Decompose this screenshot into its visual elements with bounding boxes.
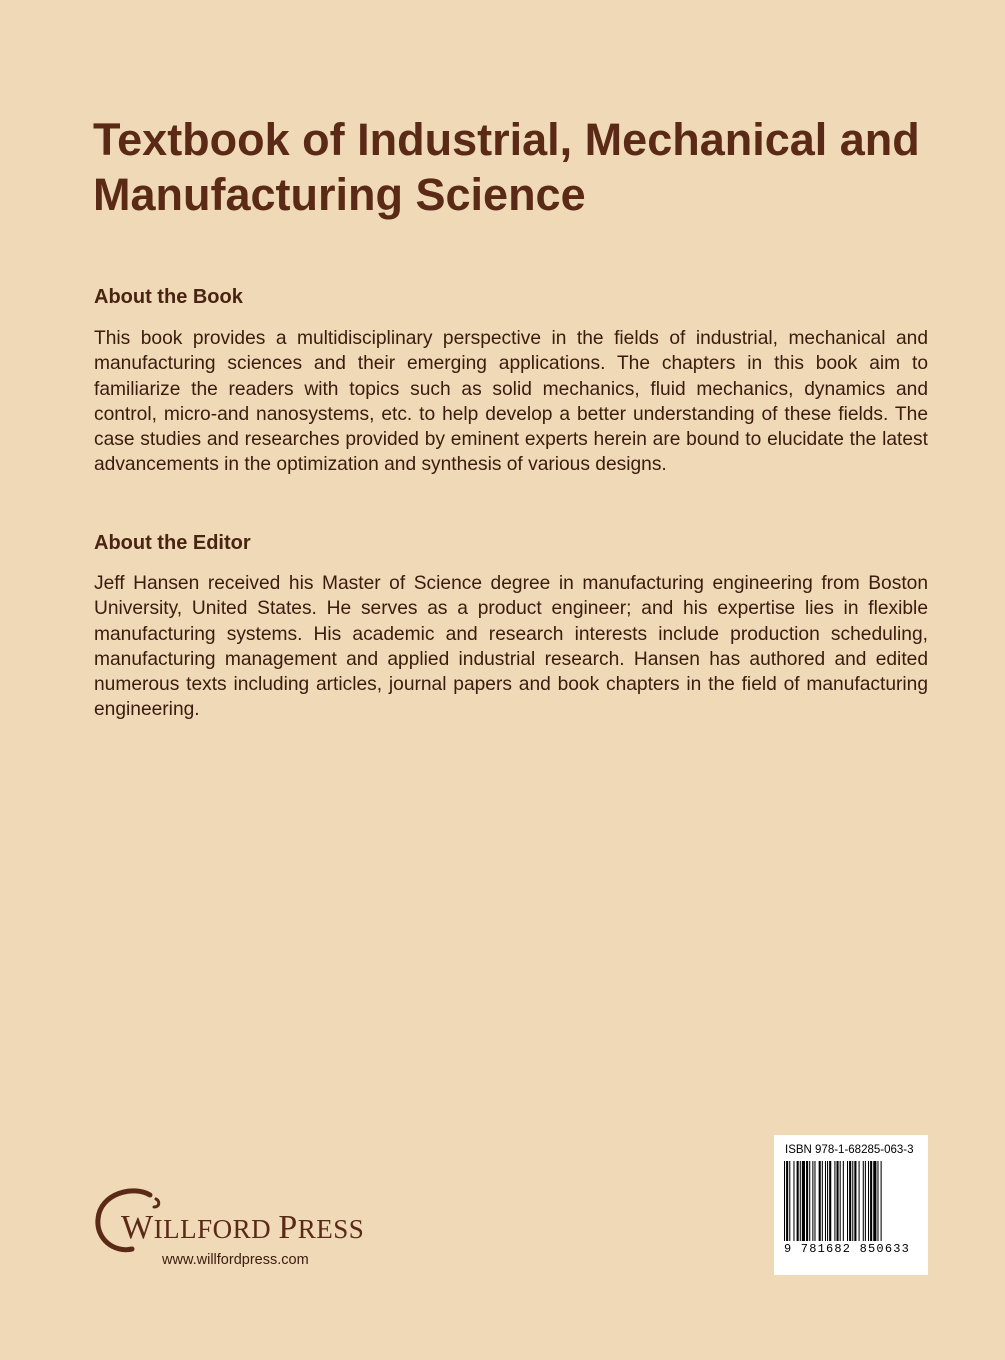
about-book-heading: About the Book — [94, 286, 243, 308]
publisher-url: www.willfordpress.com — [162, 1252, 309, 1268]
barcode-digits: 9 781682 850633 — [784, 1242, 911, 1256]
about-editor-heading: About the Editor — [94, 532, 251, 554]
about-editor-text: Jeff Hansen received his Master of Science degree in manufacturing engineering from Boston University, United States. He serves as a product engineer; and his expertise lies in flexible manufacturing systems. His academic and research interests include production scheduling, manufacturing management and applied industrial research. Hansen has authored and edited numerous texts including articles, journal papers and book chapters in the field of manufacturing engineering. — [94, 573, 928, 721]
about-book-text: This book provides a multidisciplinary perspective in the fields of industrial, mechanical and manufacturing sciences and their emerging applications. The chapters in this book aim to familiarize the readers with topics such as solid mechanics, fluid mechanics, dynamics and control, micro-and nanosystems, etc. to help develop a better understanding of these fields. The case studies and researches provided by eminent experts herein are bound to elucidate the latest advancements in the optimization and synthesis of various designs. — [94, 328, 928, 476]
barcode-image — [782, 1161, 922, 1245]
book-title: Textbook of Industrial, Mechanical and Manufacturing Science — [93, 114, 920, 220]
publisher-name: WILLFORD PRESS — [121, 1209, 365, 1246]
barcode-box — [774, 1135, 928, 1275]
publisher-logo — [94, 1187, 365, 1277]
isbn-label: ISBN 978-1-68285-063-3 — [785, 1144, 914, 1156]
